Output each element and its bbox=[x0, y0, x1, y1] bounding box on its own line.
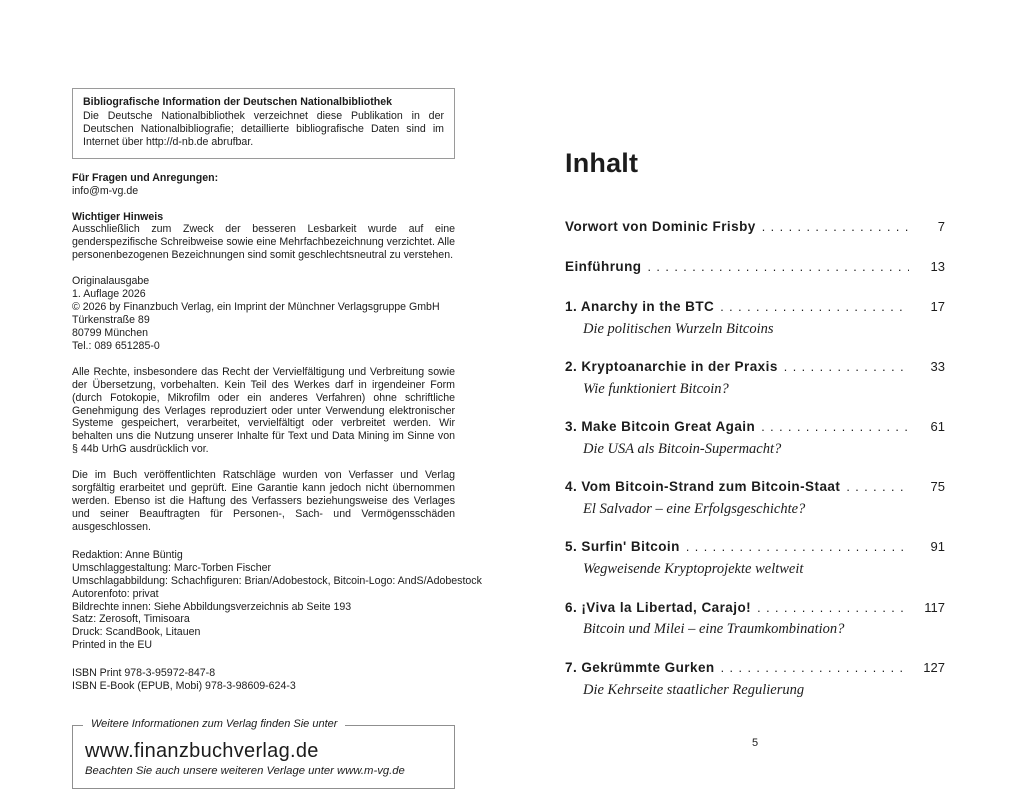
dot-leader bbox=[761, 420, 909, 436]
toc-subtitle: Die USA als Bitcoin-Supermacht? bbox=[583, 440, 782, 457]
dot-leader bbox=[757, 601, 909, 617]
dot-leader bbox=[846, 480, 909, 496]
credits-block bbox=[72, 548, 482, 652]
toc-label: 1. Anarchy in the BTC bbox=[565, 298, 715, 314]
credits-line: Umschlagabbildung: Schachfiguren: Brian/Adobestock, Bitcoin-Logo: AndS/Adobestock bbox=[72, 574, 482, 587]
contact-heading: Für Fragen und Anregungen: bbox=[72, 171, 219, 184]
toc-subtitle: Die politischen Wurzeln Bitcoins bbox=[583, 320, 774, 337]
edition-block bbox=[72, 275, 455, 353]
dot-leader bbox=[647, 260, 909, 276]
toc-page-number: 75 bbox=[930, 479, 945, 495]
toc-label: Einführung bbox=[565, 258, 642, 274]
toc-label: 2. Kryptoanarchie in der Praxis bbox=[565, 358, 778, 374]
publisher-url: www.finanzbuchverlag.de bbox=[85, 740, 319, 763]
toc-entry-chapter-6 bbox=[565, 600, 945, 640]
dnb-box-body: Die Deutsche Nationalbibliothek verzeichnet diese Publikation in der Deutschen Nationalbibliografie; detaillierte bibliografische Daten sind im Internet über http://d-nb.de abrufbar. bbox=[83, 109, 444, 148]
folio-page-number: 5 bbox=[751, 737, 759, 749]
toc-page-number: 61 bbox=[930, 419, 945, 435]
toc-entry-chapter-4 bbox=[565, 479, 945, 519]
dnb-info-box bbox=[72, 88, 455, 159]
toc-subtitle: Wie funktioniert Bitcoin? bbox=[583, 380, 729, 397]
toc-label: 3. Make Bitcoin Great Again bbox=[565, 419, 756, 435]
edition-line: © 2026 by Finanzbuch Verlag, ein Imprint der Münchner Verlagsgruppe GmbH bbox=[72, 301, 440, 314]
toc-label: 7. Gekrümmte Gurken bbox=[565, 659, 715, 675]
disclaimer-paragraph: Die im Buch veröffentlichten Ratschläge wurden von Verfasser und Verlag sorgfältig erarbeitet und geprüft. Eine Garantie kann jedoch nicht übernommen werden. Ebenso ist die Haftung des Verfassers beziehungsweise des Verlages und seiner Beauftragten für Personen-, Sach- und Vermögensschäden ausgeschlossen. bbox=[72, 469, 455, 533]
page-title: Inhalt bbox=[565, 148, 639, 178]
toc-entry-chapter-7 bbox=[565, 660, 945, 700]
notice-block bbox=[72, 211, 455, 263]
publisher-note: Beachten Sie auch unsere weiteren Verlage unter www.m-vg.de bbox=[85, 765, 405, 778]
publisher-box-legend: Weitere Informationen zum Verlag finden Sie unter bbox=[83, 718, 345, 731]
publisher-info-box bbox=[72, 718, 455, 789]
edition-line: Türkenstraße 89 bbox=[72, 313, 150, 326]
toc-label: 6. ¡Viva la Libertad, Carajo! bbox=[565, 599, 752, 615]
dnb-box-title: Bibliografische Information der Deutschen Nationalbibliothek bbox=[83, 96, 393, 108]
toc-subtitle: Wegweisende Kryptoprojekte weltweit bbox=[583, 561, 804, 578]
dot-leader bbox=[721, 661, 909, 677]
toc-page-number: 17 bbox=[930, 298, 945, 314]
notice-heading: Wichtiger Hinweis bbox=[72, 210, 164, 223]
toc-page-number: 33 bbox=[930, 358, 945, 374]
toc-entry-chapter-1 bbox=[565, 299, 945, 339]
toc-page-number: 117 bbox=[924, 599, 945, 615]
isbn-ebook: ISBN E-Book (EPUB, Mobi) 978-3-98609-624-3 bbox=[72, 680, 296, 693]
toc-subtitle: Die Kehrseite staatlicher Regulierung bbox=[583, 681, 805, 698]
toc-label: 5. Surfin' Bitcoin bbox=[565, 539, 680, 555]
credits-line: Druck: ScandBook, Litauen bbox=[72, 626, 201, 639]
credits-line: Printed in the EU bbox=[72, 639, 153, 652]
toc-page-number: 13 bbox=[930, 258, 945, 274]
dot-leader bbox=[762, 220, 909, 236]
toc-entry-chapter-2 bbox=[565, 359, 945, 399]
toc-page bbox=[565, 148, 945, 720]
rights-paragraph: Alle Rechte, insbesondere das Recht der Vervielfältigung und Verbreitung sowie der Übersetzung, vorbehalten. Kein Teil des Werkes darf in irgendeiner Form (durch Fotokopie, Mikrofilm oder ein anderes Verfahren) ohne schriftliche Genehmigung des Verlages reproduziert oder unter Verwendung elektronischer Systeme gespeichert, verarbeitet, vervielfältigt oder verbreitet werden. Wir behalten uns die Nutzung unserer Inhalte für Text und Data Mining im Sinne von § 44b UrhG ausdrücklich vor. bbox=[72, 365, 455, 456]
credits-line: Satz: Zerosoft, Timisoara bbox=[72, 613, 190, 626]
toc-entry-chapter-3 bbox=[565, 419, 945, 459]
contact-block bbox=[72, 172, 455, 198]
toc-subtitle: El Salvador – eine Erfolgsgeschichte? bbox=[583, 501, 806, 518]
edition-line: Originalausgabe bbox=[72, 275, 150, 288]
imprint-page bbox=[72, 88, 482, 789]
toc-page-number: 7 bbox=[937, 219, 945, 234]
toc-page-number: 127 bbox=[923, 659, 945, 675]
toc-label: Vorwort von Dominic Frisby bbox=[565, 219, 756, 234]
dot-leader bbox=[720, 300, 909, 316]
toc-page-number: 91 bbox=[930, 539, 945, 555]
credits-line: Redaktion: Anne Büntig bbox=[72, 548, 183, 561]
credits-line: Autorenfoto: privat bbox=[72, 587, 159, 600]
dot-leader bbox=[686, 540, 909, 556]
credits-line: Umschlaggestaltung: Marc-Torben Fischer bbox=[72, 561, 272, 574]
toc-entry-einfuehrung bbox=[565, 259, 945, 276]
toc-entry-chapter-5 bbox=[565, 539, 945, 579]
toc-label: 4. Vom Bitcoin-Strand zum Bitcoin-Staat bbox=[565, 479, 841, 495]
edition-line: 80799 München bbox=[72, 326, 148, 339]
edition-line: Tel.: 089 651285-0 bbox=[72, 339, 160, 352]
notice-body: Ausschließlich zum Zweck der besseren Lesbarkeit wurde auf eine genderspezifische Schreibweise sowie eine Mehrfachbezeichnung verzichtet. Alle personenbezogenen Bezeichnungen sind somit geschlechtsneutral zu verstehen. bbox=[72, 223, 455, 262]
contact-email: info@m-vg.de bbox=[72, 184, 139, 197]
toc-subtitle: Bitcoin und Milei – eine Traumkombination? bbox=[583, 621, 845, 638]
dot-leader bbox=[784, 360, 909, 376]
edition-line: 1. Auflage 2026 bbox=[72, 288, 146, 301]
isbn-block bbox=[72, 667, 455, 693]
isbn-print: ISBN Print 978-3-95972-847-8 bbox=[72, 667, 216, 680]
credits-line: Bildrechte innen: Siehe Abbildungsverzeichnis ab Seite 193 bbox=[72, 600, 352, 613]
toc-entry-vorwort bbox=[565, 219, 945, 236]
